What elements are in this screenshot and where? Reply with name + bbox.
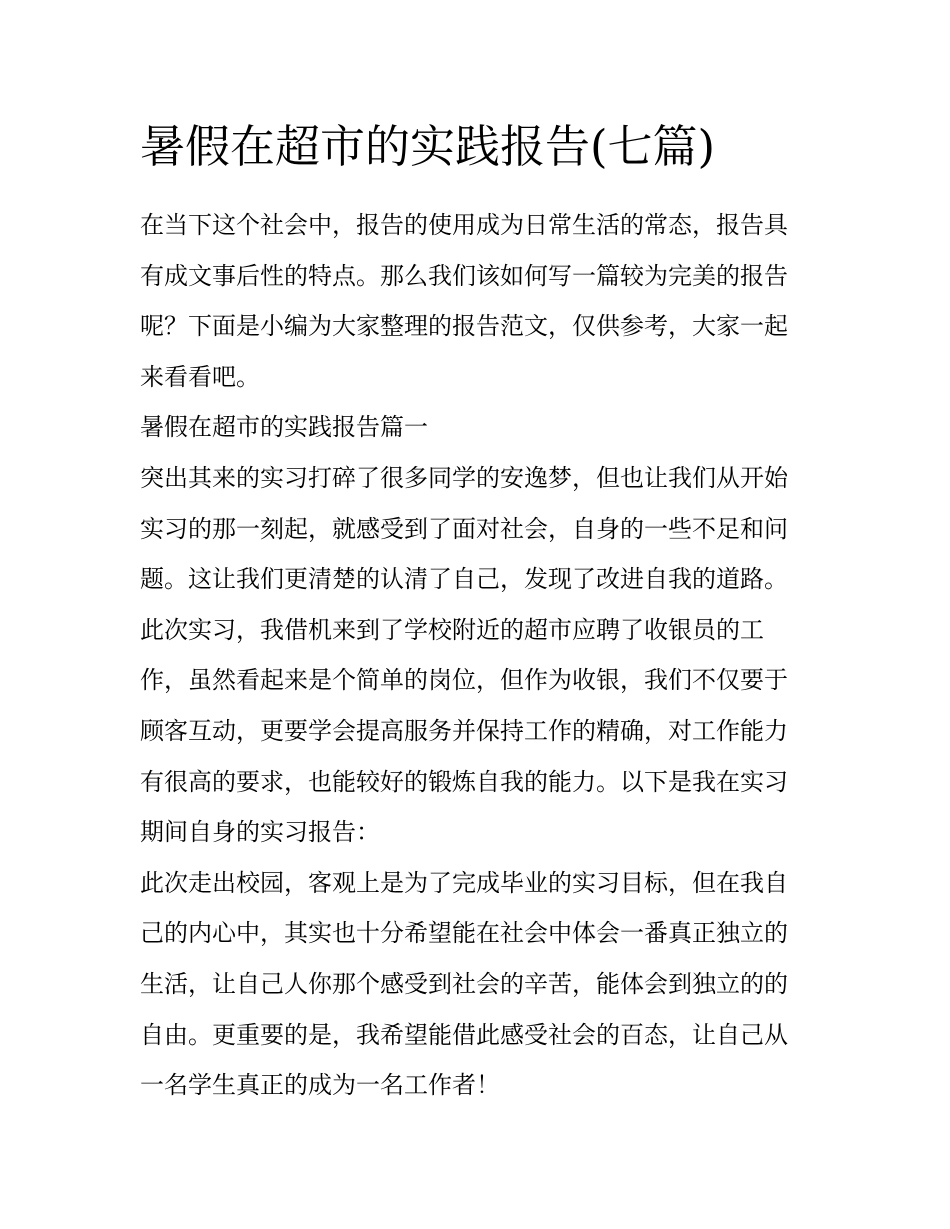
paragraph-3-line-4: 自由。更重要的是，我希望能借此感受社会的百态，让自己从 xyxy=(140,1020,788,1049)
paragraph-2-line-2: 作，虽然看起来是个简单的岗位，但作为收银，我们不仅要于 xyxy=(140,666,788,695)
paragraph-3-line-3: 生活，让自己人你那个感受到社会的辛苦，能体会到独立的的 xyxy=(140,969,788,998)
paragraph-3-line-5: 一名学生真正的成为一名工作者！ xyxy=(140,1071,500,1100)
document-body xyxy=(140,200,820,1111)
document-title: 暑假在超市的实践报告(七篇) xyxy=(140,120,716,173)
intro-line-3: 呢？下面是小编为大家整理的报告范文，仅供参考，大家一起 xyxy=(140,312,788,341)
paragraph-1-line-3: 题。这让我们更清楚的认清了自己，发现了改进自我的道路。 xyxy=(140,565,788,594)
paragraph-1-line-1: 突出其来的实习打碎了很多同学的安逸梦，但也让我们从开始 xyxy=(140,463,788,492)
paragraph-2-line-3: 顾客互动，更要学会提高服务并保持工作的精确，对工作能力 xyxy=(140,716,788,745)
intro-line-2: 有成文事后性的特点。那么我们该如何写一篇较为完美的报告 xyxy=(140,261,788,290)
paragraph-1-line-2: 实习的那一刻起，就感受到了面对社会，自身的一些不足和问 xyxy=(140,514,788,543)
paragraph-2-line-4: 有很高的要求，也能较好的锻炼自我的能力。以下是我在实习 xyxy=(140,767,788,796)
paragraph-3-line-1: 此次走出校园，客观上是为了完成毕业的实习目标，但在我自 xyxy=(140,868,788,897)
paragraph-2-line-1: 此次实习，我借机来到了学校附近的超市应聘了收银员的工 xyxy=(140,615,764,644)
intro-line-4: 来看看吧。 xyxy=(140,362,260,391)
section-heading: 暑假在超市的实践报告篇一 xyxy=(140,413,428,442)
paragraph-2-line-5: 期间自身的实习报告： xyxy=(140,818,380,847)
paragraph-3-line-2: 己的内心中，其实也十分希望能在社会中体会一番真正独立的 xyxy=(140,919,788,948)
intro-line-1: 在当下这个社会中，报告的使用成为日常生活的常态，报告具 xyxy=(140,211,788,239)
